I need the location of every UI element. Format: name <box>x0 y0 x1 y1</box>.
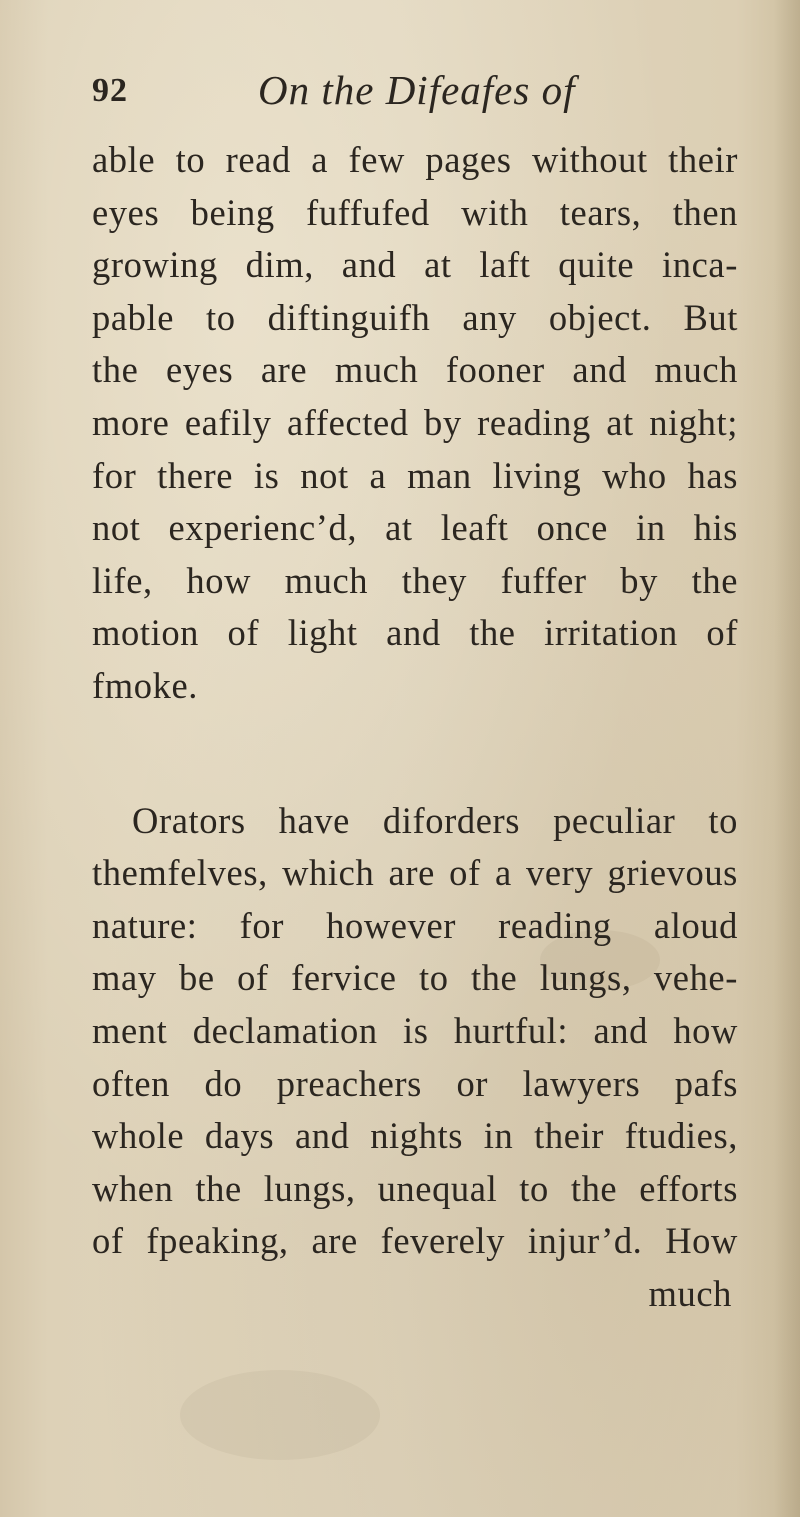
text-line: when the lungs, unequal to the efforts <box>92 1167 738 1209</box>
catchword: much <box>648 1272 732 1314</box>
page-header <box>92 66 732 126</box>
running-head: On the Difeafes of <box>258 67 576 113</box>
text-line: nature: for however reading aloud <box>92 904 738 946</box>
text-line: themfelves, which are of a very grievous <box>92 852 738 894</box>
text-line: often do preachers or lawyers pafs <box>92 1062 738 1104</box>
text-line: of fpeaking, are feverely injur’d. How <box>92 1220 738 1262</box>
text-line: life, how much they fuffer by the <box>92 559 738 601</box>
text-line: fmoke. <box>92 664 198 706</box>
paragraph-gap <box>92 713 738 795</box>
text-line: more eafily affected by reading at night; <box>92 401 738 443</box>
text-line: able to read a few pages without their <box>92 139 738 180</box>
text-line: for there is not a man living who has <box>92 454 738 496</box>
text-line: eyes being fuffufed with tears, then <box>92 191 738 233</box>
page-body <box>92 134 738 1320</box>
text-line: motion of light and the irritation of <box>92 612 738 654</box>
text-line: whole days and nights in their ftudies, <box>92 1115 738 1157</box>
paragraph <box>92 134 738 713</box>
text-line: the eyes are much fooner and much <box>92 349 738 391</box>
paragraph <box>92 795 738 1321</box>
text-line: may be of fervice to the lungs, vehe- <box>92 957 738 999</box>
text-line: Orators have diforders peculiar to <box>132 799 738 841</box>
page-number: 92 <box>92 72 128 109</box>
text-line: growing dim, and at laft quite inca- <box>92 244 738 286</box>
text-line: pable to diftinguifh any object. But <box>92 296 738 338</box>
text-line: not experienc’d, at leaft once in his <box>92 507 738 549</box>
paper-stain <box>180 1370 380 1460</box>
text-line: ment declamation is hurtful: and how <box>92 1009 738 1051</box>
